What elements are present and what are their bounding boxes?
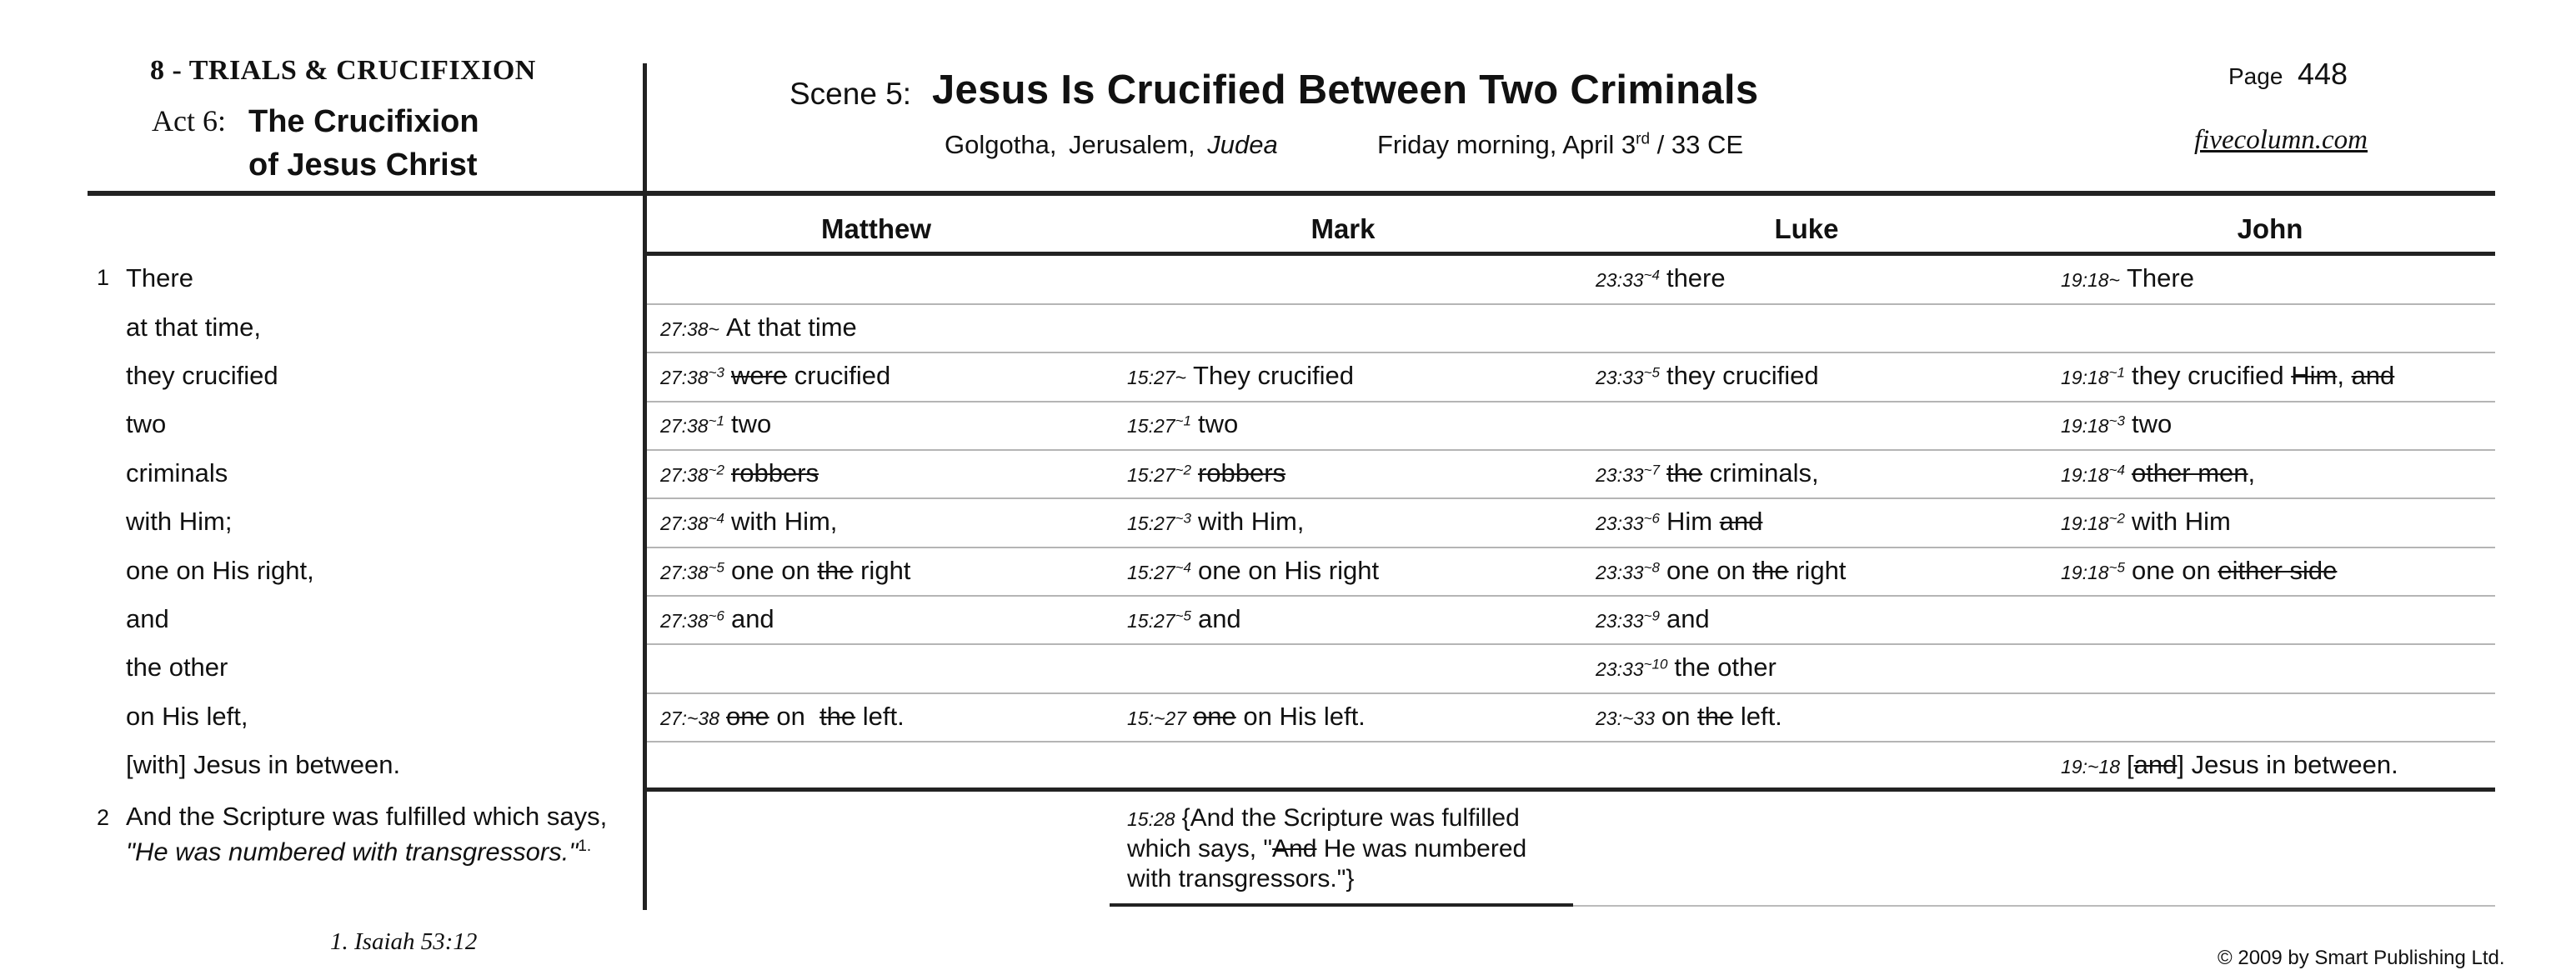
mark-note-line3: with transgressors."} (1127, 865, 1355, 892)
row-separator (647, 498, 2495, 499)
cell-matthew-r4: $27:38^{\sim 1}$ two (660, 409, 772, 438)
scene-title: Jesus Is Crucified Between Two Criminals (932, 68, 1759, 112)
table-bottom-rule (647, 788, 2495, 792)
cell-matthew-r6: $27:38^{\sim 4}$ with Him, (660, 507, 838, 536)
cell-mark-r3: 15:27~ They crucified (1127, 361, 1354, 390)
cell-mark-r7: $15:27^{\sim 4}$ one on His right (1127, 556, 1380, 585)
row-separator (647, 741, 2495, 742)
cell-mark-r8: $15:27^{\sim 5}$ and (1127, 604, 1241, 633)
mark-note-text1: {And the Scripture was fulfilled (1181, 804, 1520, 832)
row-separator (647, 449, 2495, 451)
cell-matthew-r8: $27:38^{\sim 6}$ and (660, 604, 774, 633)
cell-john-r7: $19:18^{\sim 5}$ one on either side (2061, 556, 2338, 585)
left-line: the other (126, 652, 228, 682)
section-title: 8 - TRIALS & CRUCIFIXION (150, 55, 536, 86)
cell-luke-r8: $23:33^{\sim 9}$ and (1596, 604, 1710, 633)
column-header-matthew: Matthew (821, 213, 931, 244)
column-header-john: John (2237, 213, 2303, 244)
left-line: [with] Jesus in between. (126, 750, 401, 779)
cell-luke-r3: $23:33^{\sim 5}$ they crucified (1596, 361, 1819, 390)
row-separator (647, 595, 2495, 597)
row-separator (647, 303, 2495, 305)
row-separator (647, 692, 2495, 694)
footnote: 1. Isaiah 53:12 (330, 928, 478, 955)
copyright: © 2009 by Smart Publishing Ltd. (2218, 947, 2505, 969)
cell-mark-r6: $15:27^{\sim 3}$ with Him, (1127, 507, 1305, 536)
mark-note (1127, 803, 1526, 894)
row-separator (647, 401, 2495, 402)
page-number: 448 (2298, 57, 2348, 91)
row-separator (647, 352, 2495, 353)
mark-note-line2 (1127, 834, 1526, 864)
mark-note-text2b: He was numbered (1316, 835, 1527, 862)
bottom-right-rule (1573, 905, 2495, 907)
mark-note-strike: And (1272, 835, 1317, 862)
cell-matthew-r2: 27:38~ At that time (660, 312, 857, 342)
left-line: at that time, (126, 312, 261, 342)
left-line: on His left, (126, 702, 248, 731)
website-link[interactable]: fivecolumn.com (2194, 125, 2368, 155)
location-region: Judea (1207, 130, 1278, 159)
left-line: they crucified (126, 361, 278, 390)
time-post: / 33 CE (1650, 130, 1744, 159)
mark-note-rule (1110, 903, 1573, 907)
scene-label: Scene 5: (789, 77, 912, 111)
cell-mark-r4: $15:27^{\sim 1}$ two (1127, 409, 1239, 438)
verse2-text (126, 802, 607, 867)
cell-luke-r9: $23:33^{\sim 10}$ the other (1596, 652, 1777, 682)
cell-john-r4: $19:18^{\sim 3}$ two (2061, 409, 2173, 438)
column-header-rule (647, 252, 2495, 256)
column-header-luke: Luke (1774, 213, 1839, 244)
scene-time (1377, 130, 1743, 160)
act-label: Act 6: (152, 104, 226, 138)
left-line: with Him; (126, 507, 233, 536)
left-line: There (126, 263, 193, 292)
time-sup: rd (1636, 130, 1651, 148)
cell-john-r11: 19:~18 [and] Jesus in between. (2061, 750, 2398, 779)
cell-mark-r10: 15:~27 one on His left. (1127, 702, 1366, 731)
left-line: criminals (126, 458, 228, 488)
location-main: Golgotha, Jerusalem, (945, 130, 1195, 159)
header-rule (88, 191, 2495, 196)
time-pre: Friday morning, April 3 (1377, 130, 1636, 159)
column-header-mark: Mark (1311, 213, 1376, 244)
cell-luke-r7: $23:33^{\sim 8}$ one on the right (1596, 556, 1847, 585)
cell-matthew-r10: 27:~38 one on the left. (660, 702, 905, 731)
cell-luke-r1: $23:33^{\sim 4}$ there (1596, 263, 1726, 292)
act-title-line1: The Crucifixion (248, 104, 479, 139)
verse-number: 1 (97, 265, 110, 290)
cell-john-r3: $19:18^{\sim 1}$ they crucified Him, and (2061, 361, 2395, 390)
cell-john-r1: 19:18~ There (2061, 263, 2194, 292)
left-line: and (126, 604, 169, 633)
verse2-line1: And the Scripture was fulfilled which says, (126, 802, 608, 831)
cell-john-r6: $19:18^{\sim 2}$ with Him (2061, 507, 2231, 536)
mark-note-line1 (1127, 803, 1526, 834)
cell-luke-r6: $23:33^{\sim 6}$ Him and (1596, 507, 1763, 536)
verse2-line2 (126, 832, 607, 867)
cell-matthew-r3: $27:38^{\sim 3}$ were crucified (660, 361, 891, 390)
cell-luke-r5: $23:33^{\sim 7}$ the criminals, (1596, 458, 1819, 488)
page-label: Page (2228, 63, 2283, 89)
cell-matthew-r7: $27:38^{\sim 5}$ one on the right (660, 556, 911, 585)
left-line: two (126, 409, 167, 438)
mark-note-text2a: which says, " (1127, 835, 1273, 862)
cell-john-r5: $19:18^{\sim 4}$ other men, (2061, 458, 2256, 488)
row-separator (647, 643, 2495, 645)
scene-location (945, 130, 1278, 160)
cell-mark-r5: $15:27^{\sim 2}$ robbers (1127, 458, 1286, 488)
act-title (248, 100, 599, 187)
mark-note-ref: 15:28 (1127, 808, 1175, 830)
verse-number: 2 (97, 805, 110, 830)
left-line: one on His right, (126, 556, 314, 585)
row-separator (647, 547, 2495, 548)
cell-matthew-r5: $27:38^{\sim 2}$ robbers (660, 458, 819, 488)
act-title-line2: of Jesus Christ (248, 148, 478, 182)
footnote-mark: 1. (578, 838, 592, 855)
cell-luke-r10: 23:~33 on the left. (1596, 702, 1782, 731)
verse2-quote: "He was numbered with transgressors." (126, 837, 579, 867)
